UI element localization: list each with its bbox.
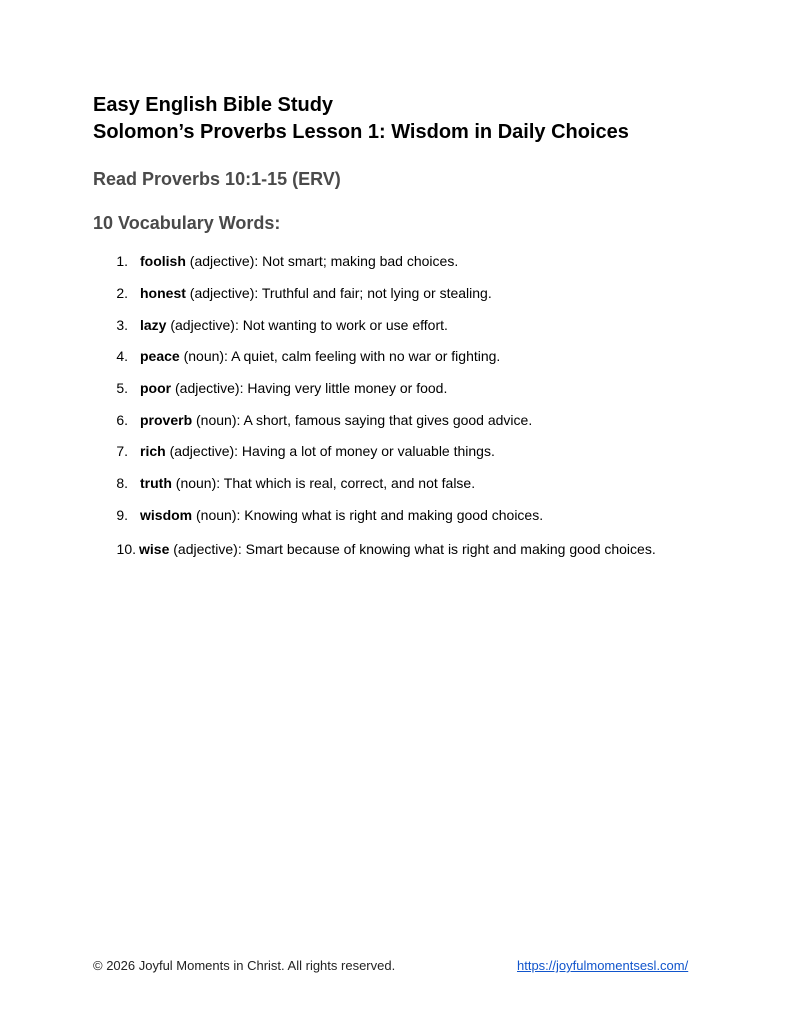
list-item bbox=[0, 346, 791, 366]
vocab-word: poor bbox=[140, 380, 172, 396]
website-link[interactable]: https://joyfulmomentsesl.com/ bbox=[517, 958, 689, 973]
list-number: 10. bbox=[116, 541, 136, 557]
vocab-definition: (adjective): Smart because of knowing what is right and making good choices. bbox=[169, 541, 656, 557]
vocab-entry bbox=[140, 315, 448, 335]
list-item bbox=[0, 505, 791, 525]
list-item bbox=[0, 473, 791, 493]
reading-assignment: Read Proverbs 10:1-15 (ERV) bbox=[93, 169, 341, 189]
vocab-entry bbox=[140, 346, 500, 366]
list-item bbox=[0, 251, 791, 271]
vocab-definition: (adjective): Not smart; making bad choices. bbox=[185, 253, 459, 269]
list-number: 4. bbox=[116, 348, 128, 364]
vocab-word: lazy bbox=[140, 317, 167, 333]
vocab-word: peace bbox=[140, 348, 180, 364]
vocab-entry bbox=[140, 473, 475, 493]
vocab-definition: (adjective): Truthful and fair; not lying or stealing. bbox=[185, 285, 492, 301]
vocab-definition: (adjective): Having a lot of money or valuable things. bbox=[165, 443, 495, 459]
vocab-entry bbox=[140, 283, 492, 303]
vocab-definition: (noun): A short, famous saying that gives good advice. bbox=[192, 412, 533, 428]
vocabulary-heading: 10 Vocabulary Words: bbox=[93, 213, 281, 233]
list-number: 6. bbox=[116, 412, 128, 428]
vocab-definition: (noun): Knowing what is right and making good choices. bbox=[192, 507, 544, 523]
vocab-definition: (adjective): Having very little money or food. bbox=[171, 380, 448, 396]
vocab-word: wisdom bbox=[140, 507, 193, 523]
list-number: 5. bbox=[116, 380, 128, 396]
vocab-entry bbox=[140, 410, 532, 430]
vocab-word: wise bbox=[139, 541, 170, 557]
list-item bbox=[0, 283, 791, 303]
list-number: 1. bbox=[116, 253, 128, 269]
list-number: 2. bbox=[116, 285, 128, 301]
vocab-word: honest bbox=[140, 285, 186, 301]
vocab-entry bbox=[140, 505, 543, 525]
document-title: Easy English Bible Study bbox=[93, 94, 334, 116]
list-item bbox=[0, 410, 791, 430]
vocab-entry bbox=[140, 378, 447, 398]
list-number: 3. bbox=[116, 317, 128, 333]
vocab-definition: (adjective): Not wanting to work or use effort. bbox=[166, 317, 448, 333]
list-item bbox=[0, 539, 791, 559]
list-item bbox=[0, 315, 791, 335]
vocab-entry bbox=[140, 441, 495, 461]
vocab-entry bbox=[139, 539, 656, 559]
vocab-word: rich bbox=[140, 443, 166, 459]
list-number: 9. bbox=[116, 507, 128, 523]
vocab-word: foolish bbox=[140, 253, 186, 269]
list-item bbox=[0, 378, 791, 398]
vocab-word: truth bbox=[140, 475, 172, 491]
vocab-word: proverb bbox=[140, 412, 193, 428]
copyright-notice: © 2026 Joyful Moments in Christ. All rights reserved. bbox=[93, 958, 396, 973]
list-number: 8. bbox=[116, 475, 128, 491]
vocab-definition: (noun): That which is real, correct, and not false. bbox=[171, 475, 476, 491]
vocab-entry bbox=[140, 251, 458, 271]
lesson-title: Solomon’s Proverbs Lesson 1: Wisdom in Daily Choices bbox=[93, 121, 629, 143]
list-number: 7. bbox=[116, 443, 128, 459]
vocab-definition: (noun): A quiet, calm feeling with no war or fighting. bbox=[179, 348, 501, 364]
list-item bbox=[0, 441, 791, 461]
